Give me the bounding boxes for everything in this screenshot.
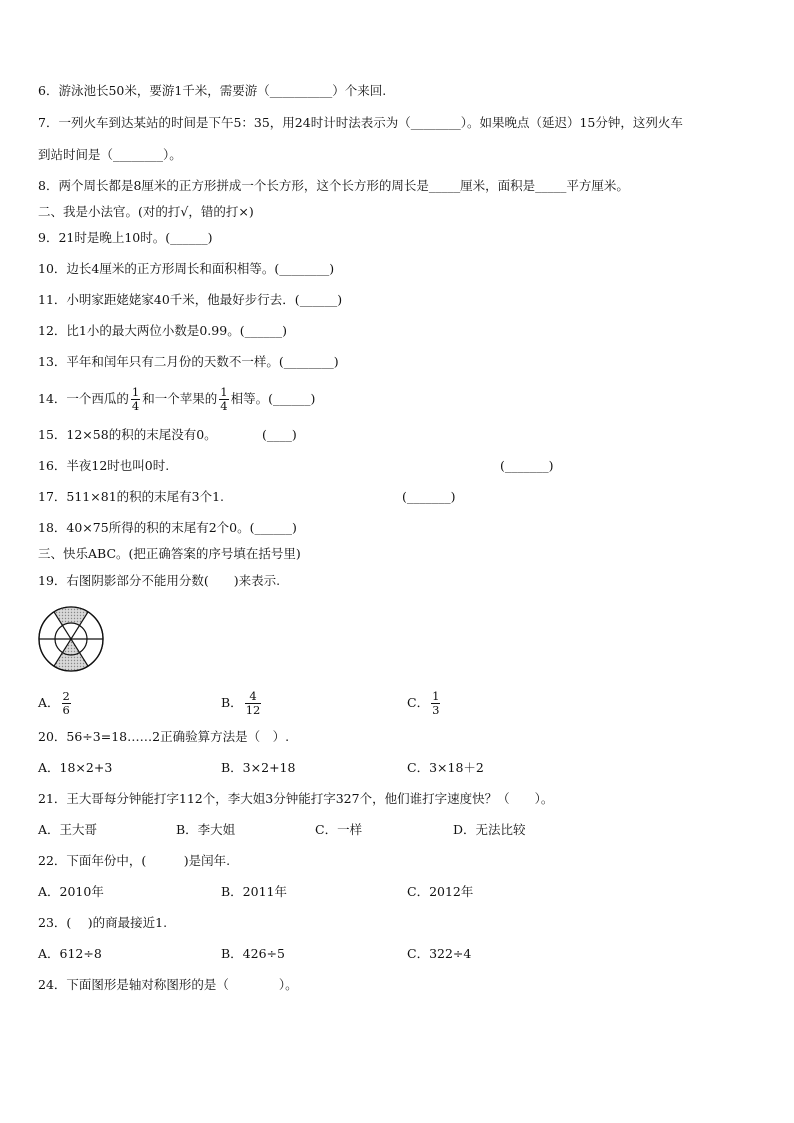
q22-option-b[interactable]: B．2011年 xyxy=(221,884,287,899)
q23-option-a[interactable]: A．612÷8 xyxy=(38,946,102,961)
section-2-heading: 二、我是小法官。(对的打√，错的打×) xyxy=(38,204,254,219)
question-11: 11．小明家距姥姥家40千米，他最好步行去．(______) xyxy=(38,292,343,307)
question-19: 19．右图阴影部分不能用分数( )来表示. xyxy=(38,573,281,588)
question-14 xyxy=(38,386,315,413)
question-16-blank: (_______) xyxy=(500,458,554,473)
q22-option-c[interactable]: C．2012年 xyxy=(407,884,474,899)
question-14-part-a: 14．一个西瓜的 xyxy=(38,391,129,406)
question-13: 13．平年和闰年只有二月份的天数不一样。(________) xyxy=(38,354,339,369)
question-24: 24．下面图形是轴对称图形的是（ ）。 xyxy=(38,977,298,992)
question-17-blank: (_______) xyxy=(402,489,456,504)
option-a-fraction: $\frac{2}{6}$ xyxy=(62,689,70,717)
q23-option-b[interactable]: B．426÷5 xyxy=(221,946,285,961)
question-20: 20．56÷3=18……2正确验算方法是（ ）. xyxy=(38,729,290,744)
question-14-part-b: 和一个苹果的 xyxy=(142,391,218,406)
question-15-blank: (____) xyxy=(262,427,297,442)
q19-option-a[interactable]: A． $\frac{2}{6}$ xyxy=(38,689,70,717)
shaded-circle-figure xyxy=(37,605,105,673)
q21-option-b[interactable]: B．李大姐 xyxy=(176,822,236,837)
q20-option-c[interactable]: C．3×18＋2 xyxy=(407,760,484,775)
question-8: 8．两个周长都是8厘米的正方形拼成一个长方形，这个长方形的周长是_____厘米，面积是_____平方厘米。 xyxy=(38,178,629,193)
q21-option-d[interactable]: D．无法比较 xyxy=(453,822,526,837)
q23-option-c[interactable]: C．322÷4 xyxy=(407,946,472,961)
question-16: 16．半夜12时也叫0时. xyxy=(38,458,170,473)
q20-option-b[interactable]: B．3×2+18 xyxy=(221,760,296,775)
question-9: 9．21时是晚上10时。(______) xyxy=(38,230,213,245)
q21-option-a[interactable]: A．王大哥 xyxy=(38,822,98,837)
question-17: 17．511×81的积的末尾有3个1. xyxy=(38,489,225,504)
option-b-fraction: $\frac{4}{12}$ xyxy=(245,689,261,717)
option-c-fraction: $\frac{1}{3}$ xyxy=(432,689,440,717)
q19-option-c[interactable]: C． $\frac{1}{3}$ xyxy=(407,689,440,717)
section-3-heading: 三、快乐ABC。(把正确答案的序号填在括号里) xyxy=(38,546,301,561)
question-7-line-2: 到站时间是（________）。 xyxy=(38,147,182,162)
q20-option-a[interactable]: A．18×2+3 xyxy=(38,760,113,775)
question-21: 21．王大哥每分钟能打字112个，李大姐3分钟能打字327个，他们谁打字速度快？（ ）。 xyxy=(38,791,554,806)
question-22: 22．下面年份中，( )是闰年. xyxy=(38,853,231,868)
question-18: 18．40×75所得的积的末尾有2个0。(______) xyxy=(38,520,297,535)
q21-option-c[interactable]: C．一样 xyxy=(315,822,363,837)
q22-option-a[interactable]: A．2010年 xyxy=(38,884,104,899)
question-6: 6．游泳池长50米，要游1千米，需要游（__________）个来回. xyxy=(38,83,387,98)
q19-option-b[interactable]: B． $\frac{4}{12}$ xyxy=(221,689,261,717)
question-10: 10．边长4厘米的正方形周长和面积相等。(________) xyxy=(38,261,335,276)
question-7-line-1: 7．一列火车到达某站的时间是下午5：35，用24时计时法表示为（________）。如果晚点（延迟）15分钟，这列火车 xyxy=(38,115,683,130)
question-12: 12．比1小的最大两位小数是0.99。(______) xyxy=(38,323,287,338)
fraction-quarter-2: $\frac{1}{4}$ xyxy=(220,385,228,413)
question-23: 23．( )的商最接近1. xyxy=(38,915,168,930)
question-14-part-c: 相等。(______) xyxy=(230,391,316,406)
question-15: 15．12×58的积的末尾没有0。 xyxy=(38,427,217,442)
fraction-quarter-1: $\frac{1}{4}$ xyxy=(131,385,140,413)
